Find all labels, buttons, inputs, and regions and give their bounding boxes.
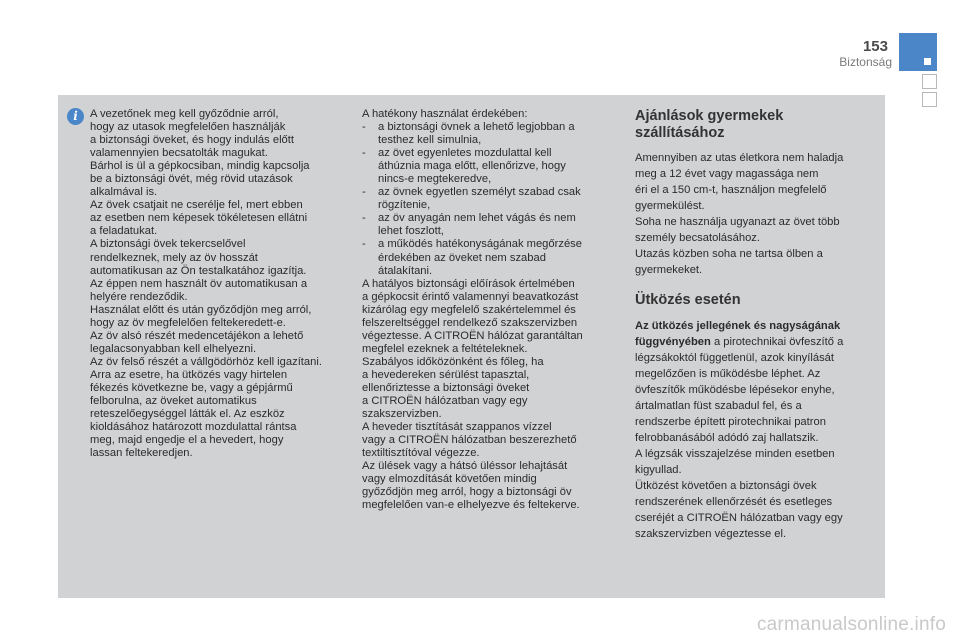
dash-marker: [362, 225, 378, 238]
page-number: 153: [862, 38, 888, 55]
bullet-line: [362, 147, 624, 160]
text-line: Amennyiben az utas életkora nem haladja: [635, 152, 844, 164]
text-line: legalacsonyabban kell elhelyezni.: [90, 342, 257, 355]
dash-marker: -: [362, 238, 366, 251]
text-line: A hatályos biztonsági előírások értelmében: [362, 277, 575, 290]
bullet-line: [362, 265, 624, 278]
bold-phrase: függvényében: [635, 336, 711, 348]
text-line: a feladatukat.: [90, 225, 158, 238]
text-line: alkalmával is.: [90, 186, 158, 199]
dash-marker: [362, 134, 378, 147]
column-usage: [362, 108, 624, 512]
bullet-text: áthúznia maga előtt, ellenőrizve, hogy: [378, 160, 566, 173]
bullet-text: a biztonsági övnek a lehető legjobban a: [378, 121, 575, 134]
text-line: kigyullad.: [635, 464, 682, 476]
heading-line: Ajánlások gyermekek: [635, 108, 784, 124]
text-line: rendelkeznek, mely az öv hosszát: [90, 251, 258, 264]
text-line: megelőzően is működésbe léphet. Az: [635, 368, 821, 380]
text-line: ártalmatlan füst szabadul fel, és a: [635, 400, 802, 412]
text-line: szakszervizben.: [362, 408, 442, 421]
dash-marker: [362, 173, 378, 186]
dash-marker: -: [362, 212, 366, 225]
text-line: textiltisztítóval végezze.: [362, 447, 480, 460]
heading-line: szállításához: [635, 125, 725, 141]
usage-intro: A hatékony használat érdekében:: [362, 108, 528, 120]
dash-marker: [362, 252, 378, 265]
text-line: végeztesse. A CITROËN hálózat garantáltan: [362, 329, 583, 342]
text-line: légzsákoktól függetlenül, azok kinyílását: [635, 352, 835, 364]
text-line: Az öv felső részét a vállgödörhöz kell igazítani.: [90, 355, 322, 368]
collision-heading: Ütközés esetén: [635, 292, 741, 308]
text-line: személy becsatolásához.: [635, 232, 760, 244]
text-line: felszereltséggel rendelkező szakszervizben: [362, 316, 578, 329]
text-line: Arra az esetre, ha ütközés vagy hirtelen: [90, 368, 288, 381]
text-line: kioldásához határozott mozdulattal rántsa: [90, 421, 297, 434]
text-line: A légzsák visszajelzése minden esetben: [635, 448, 835, 460]
dash-marker: [362, 265, 378, 278]
text-line: Az ütközés jellegének és nagyságának: [635, 320, 841, 332]
text-line: a hevedereken sérülést tapasztal,: [362, 368, 530, 381]
text-line: Ütközést követően a biztonsági övek: [635, 480, 817, 492]
bullet-line: [362, 252, 624, 265]
section-tab[interactable]: [922, 74, 937, 89]
dash-marker: -: [362, 186, 366, 199]
section-label: Biztonság: [839, 55, 892, 69]
bullet-line: [362, 121, 624, 134]
text-line: kizárólag egy megfelelő szakértelemmel és: [362, 303, 576, 316]
children-heading: [635, 108, 875, 142]
text-line: fékezés következne be, vagy a gépjármű: [90, 381, 293, 394]
tab-square-icon: [924, 58, 931, 65]
bullet-text: az öv anyagán nem lehet vágás és nem: [378, 212, 576, 225]
text-line: Bárhol is ül a gépkocsiban, mindig kapcsolja: [90, 160, 310, 173]
text-line: Használat előtt és után győződjön meg arról,: [90, 303, 312, 316]
text-line: be a biztonsági övét, még rövid utazások: [90, 173, 293, 186]
text-line: gyermekeket.: [635, 264, 703, 276]
text-line: Az ülések vagy a hátsó üléssor lehajtását: [362, 460, 568, 473]
text-line: Az éppen nem használt öv automatikusan a: [90, 277, 308, 290]
dash-marker: -: [362, 147, 366, 160]
text-line: a biztonsági öveket, és hogy indulás előtt: [90, 134, 294, 147]
bullet-line: [362, 238, 624, 251]
text-line: hogy az utasok megfelelően használják: [90, 121, 286, 134]
text-line: cseréjét a CITROËN hálózatban vagy egy: [635, 512, 843, 524]
section-tab[interactable]: [922, 92, 937, 107]
bullet-line: [362, 186, 624, 199]
bullet-line: [362, 225, 624, 238]
bullet-text: nincs-e megtekeredve,: [378, 173, 492, 186]
text-line: vagy elmozdítását követően mindig: [362, 473, 537, 486]
text-line: Szabályos időközönként és főleg, ha: [362, 355, 544, 368]
bullet-text: átalakítani.: [378, 264, 433, 277]
text-line: gyermekülést.: [635, 200, 705, 212]
usage-text: [362, 278, 624, 513]
text-line: vagy a CITROËN hálózatban beszerezhető: [362, 434, 577, 447]
text-line: a CITROËN hálózatban vagy egy: [362, 395, 528, 408]
bullet-text: rögzítenie,: [378, 199, 431, 212]
bullet-text: a működés hatékonyságának megőrzése: [378, 238, 582, 251]
text-line: A vezetőnek meg kell győződnie arról,: [90, 108, 279, 120]
watermark: carmanualsonline.info: [756, 614, 946, 635]
text-line: övfeszítők működésbe lépésekor enyhe,: [635, 384, 835, 396]
bullet-line: [362, 199, 624, 212]
dash-marker: -: [362, 121, 366, 134]
bullet-text: testhez kell simulnia,: [378, 134, 482, 147]
text-line: Az övek csatjait ne cserélje fel, mert ebben: [90, 199, 303, 212]
bullet-line: [362, 134, 624, 147]
text-line: megfelel ezeknek a feltételeknek.: [362, 342, 528, 355]
text-line: megfelelően van-e elhelyezve és feltekerve.: [362, 499, 580, 512]
text-phrase: a pirotechnikai övfeszítő a: [710, 336, 844, 348]
text-line: felborulna, az öveket automatikus: [90, 395, 257, 408]
usage-bullets: [362, 121, 624, 278]
text-line: győződjön meg arról, hogy a biztonsági öv: [362, 486, 572, 499]
text-line: meg a 12 évet vagy magassága nem: [635, 168, 819, 180]
dash-marker: [362, 160, 378, 173]
text-line: Utazás közben soha ne tartsa ölben a: [635, 248, 823, 260]
text-line: a gépkocsit érintő valamennyi beavatkozást: [362, 290, 579, 303]
text-line: A heveder tisztítását szappanos vízzel: [362, 421, 552, 434]
text-line: [635, 334, 875, 350]
bullet-line: [362, 173, 624, 186]
collision-text: [635, 318, 875, 542]
column-children-collision: [635, 108, 875, 542]
text-line: A biztonsági övek tekercselővel: [90, 238, 246, 251]
bullet-text: az övnek egyetlen személyt szabad csak: [378, 186, 581, 199]
bullet-text: az övet egyenletes mozdulattal kell: [378, 147, 552, 160]
column-seatbelt-info: [90, 108, 352, 460]
text-line: helyére rendeződik.: [90, 290, 188, 303]
text-line: lassan feltekeredjen.: [90, 447, 193, 460]
text-line: Az öv alsó részét medencetájékon a lehető: [90, 329, 304, 342]
text-line: automatikusan az Ön testalkatához igazítja.: [90, 264, 307, 277]
text-line: éri el a 150 cm-t, használjon megfelelő: [635, 184, 827, 196]
text-line: hogy az öv megfelelően feltekeredett-e.: [90, 316, 286, 329]
text-line: valamennyien becsatolták magukat.: [90, 147, 268, 160]
section-tab-active[interactable]: [899, 33, 937, 71]
text-line: ellenőriztesse a biztonsági öveket: [362, 381, 530, 394]
bullet-text: érdekében az öveket nem szabad: [378, 251, 546, 264]
text-line: felrobbanásából adódó zaj hallatszik.: [635, 432, 819, 444]
bullet-line: [362, 212, 624, 225]
text-line: meg, majd engedje el a hevedert, hogy: [90, 434, 284, 447]
bullet-line: [362, 160, 624, 173]
text-line: reteszelőegységgel látták el. Az eszköz: [90, 408, 285, 421]
text-line: rendszerbe épített pirotechnikai patron: [635, 416, 826, 428]
dash-marker: [362, 199, 378, 212]
text-line: az esetben nem képesek tökéletesen ellátni: [90, 212, 308, 225]
info-icon: i: [67, 108, 84, 125]
text-line: szakszervizben végeztesse el.: [635, 528, 787, 540]
children-text: [635, 150, 875, 278]
bullet-text: lehet foszlott,: [378, 225, 444, 238]
text-line: Soha ne használja ugyanazt az övet több: [635, 216, 840, 228]
text-line: rendszerének ellenőrzését és esetleges: [635, 496, 833, 508]
